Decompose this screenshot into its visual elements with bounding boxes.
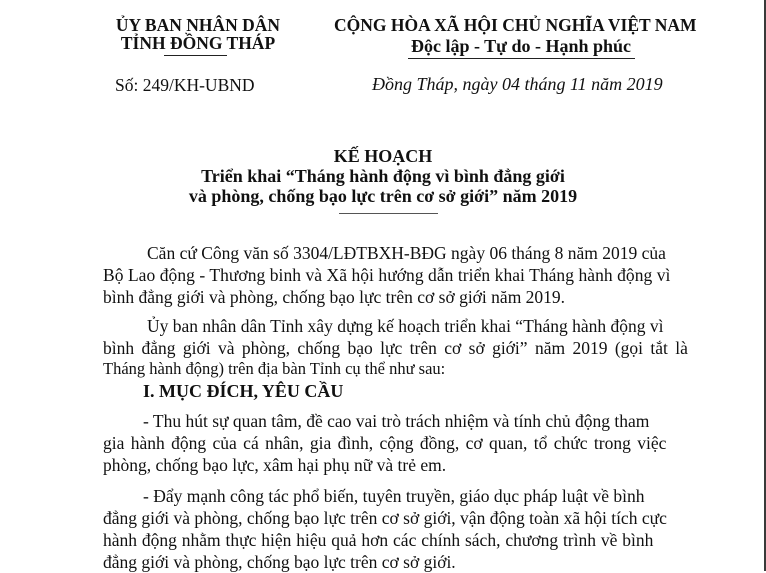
para2-line-1: Ủy ban nhân dân Tỉnh xây dựng kế hoạch triển khai “Tháng hành động vì: [147, 316, 664, 336]
bullet2-line-1: - Đẩy mạnh công tác phổ biến, tuyên truyền, giáo dục pháp luật về bình: [143, 486, 645, 506]
para2-line-3: Tháng hành động) trên địa bàn Tỉnh cụ thể như sau:: [103, 359, 446, 378]
title-divider: [339, 213, 438, 214]
section-heading-1: I. MỤC ĐÍCH, YÊU CẦU: [143, 381, 344, 401]
agency-underline: [164, 55, 227, 56]
document-subject-line-1: Triển khai “Tháng hành động vì bình đẳng giới: [201, 166, 565, 186]
bullet2-line-4: đẳng giới và phòng, chống bạo lực trên cơ sở giới.: [103, 552, 456, 572]
national-title: CỘNG HÒA XÃ HỘI CHỦ NGHĨA VIỆT NAM: [334, 15, 697, 35]
para1-line-1: Căn cứ Công văn số 3304/LĐTBXH-BĐG ngày 06 tháng 8 năm 2019 của: [147, 243, 666, 263]
para2-line-2: bình đẳng giới và phòng, chống bạo lực trên cơ sở giới” năm 2019 (gọi tắt là: [103, 338, 688, 358]
document-subject-line-2: và phòng, chống bạo lực trên cơ sở giới” năm 2019: [188, 186, 578, 206]
document-type-title: KẾ HOẠCH: [333, 146, 433, 166]
bullet2-line-2: đẳng giới và phòng, chống bạo lực trên cơ sở giới, vận động toàn xã hội tích cực: [103, 508, 667, 528]
bullet2-line-3: hành động nhằm thực hiện hiệu quả hơn các chính sách, chương trình về bình: [103, 530, 654, 550]
para1-line-3: bình đẳng giới và phòng, chống bạo lực trên cơ sở giới năm 2019.: [103, 287, 566, 307]
para1-line-2: Bộ Lao động - Thương binh và Xã hội hướng dẫn triển khai Tháng hành động vì: [103, 265, 671, 285]
agency-line-2: TỈNH ĐỒNG THÁP: [120, 33, 276, 53]
document-number: Số: 249/KH-UBND: [115, 75, 255, 95]
national-motto: Độc lập - Tự do - Hạnh phúc: [411, 36, 632, 56]
motto-underline: [408, 58, 635, 59]
place-and-date: Đồng Tháp, ngày 04 tháng 11 năm 2019: [372, 74, 663, 94]
agency-line-1: ỦY BAN NHÂN DÂN: [115, 15, 281, 35]
issuing-agency: [108, 16, 288, 52]
bullet1-line-2: gia hành động của cá nhân, gia đình, cộng đồng, cơ quan, tổ chức trong việc: [103, 433, 667, 453]
bullet1-line-3: phòng, chống bạo lực, xâm hại phụ nữ và trẻ em.: [103, 455, 447, 475]
bullet1-line-1: - Thu hút sự quan tâm, đề cao vai trò trách nhiệm và tính chủ động tham: [143, 411, 650, 431]
